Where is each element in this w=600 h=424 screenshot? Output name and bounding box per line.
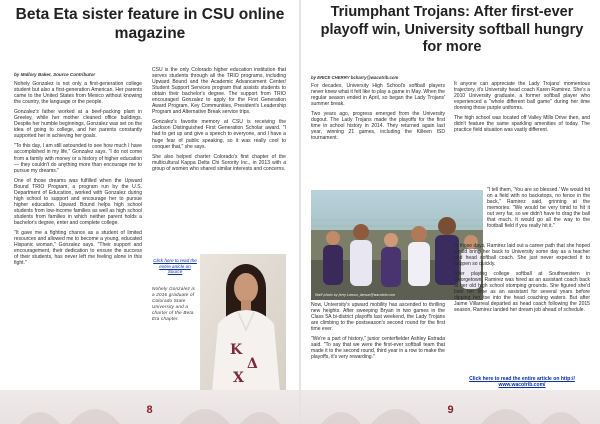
paragraph: Gonzalez's father worked at a beef-packing plant in Greeley, while her mother cleaned office buildings. Despite her humble beginnings, Gonzalez was set on the idea of going to college, and her parents constantly supported her in achieving her goals. — [14, 109, 142, 140]
photo-caption: Nohely Gonzalez is a 2016 graduate of Colorado State University and a charter of the Beta Eta chapter. — [152, 286, 196, 321]
paragraph: "To this day, I am still astounded to see how much I have accomplished in my life," Gonzalez says. "I do not come from a family with money or a history of higher education — they couldn't do anything more than encourage me to pursue my dreams." — [14, 143, 142, 174]
left-byline: by Mallory Baker, Source Contributor — [14, 72, 96, 77]
left-headline: Beta Eta sister feature in CSU online magazine — [15, 6, 285, 42]
paragraph: For decades, University High School's softball players never knew what it felt like to play a game in May. When the regular season ended in April, so began the Lady Trojans' summer break. — [311, 83, 445, 108]
right-page — [301, 0, 600, 424]
read-more-link-source[interactable]: Click here to read the entire article on Source — [153, 258, 197, 275]
left-footer-band — [0, 390, 299, 424]
right-headline: Triumphant Trojans: After first-ever playoff win, University softball hungry for more — [320, 4, 584, 56]
svg-text:X: X — [233, 370, 244, 386]
right-footer-band — [301, 390, 600, 424]
right-article-col-2-top — [454, 81, 590, 137]
read-more-link-url[interactable]: www.wacotrib.com/ — [498, 382, 546, 389]
read-more-link-text[interactable]: Click here to read the entire article on http:// — [469, 376, 575, 382]
left-article-col-1 — [14, 81, 142, 270]
paragraph: Nohely Gonzalez is not only a first-generation college student but also a first-generation American. Her parents came to the United States from Mexico without knowing the country, the language or the people. — [14, 81, 142, 106]
right-article-col-2-rest — [454, 243, 590, 318]
paragraph: The high school was located off Valley Mills Drive then, and didn't feature the same sparkling amenities of today. The practice field situation was vastly different. — [454, 115, 590, 134]
portrait-photo-image — [200, 254, 286, 392]
left-page — [0, 0, 299, 424]
paragraph: Two years ago, progress emerged from the University dugout. The Lady Trojans made the playoffs for the first time in school history in 2014. They returned again last year, winning 21 games, including the Killeen ISD tournament. — [311, 111, 445, 142]
read-more-link-wacotrib[interactable] — [454, 376, 590, 388]
paragraph: "I tell them, 'You are so blessed.' We would hit on a field with no backstops, no fence in the back," Ramirez said, grinning at the memories. "We would be very timid to hit it out very far, so we didn't have to drag the ball that much. It would go all the way to the football field if you really hit it." — [487, 187, 590, 230]
paragraph: In those days, Ramirez laid out a career path that she hoped would bring her back to University some day as a teacher and head softball coach. She just never expected it to happen so quickly. — [454, 243, 590, 268]
paragraph: "It gave me a fighting chance as a student of limited resources and allowed me to become a young, educated Hispanic woman," Gonzalez says. "Their support and encouragement, their dedication to ensure the success of their students, has never left me feeling alone in this fight." — [14, 230, 142, 267]
right-article-col-1-bottom — [311, 302, 445, 364]
paragraph: Gonzalez's favorite memory at CSU is receiving the Jackson Distinguished First Generation Scholar award. "I had to get up and give a speech to everyone, and I have a huge fear of public speaking, so it was really cool to conquer that," she says. — [152, 119, 286, 150]
paragraph: It anyone can appreciate the Lady Trojans' momentous trajectory, it's University head coach Karen Ramirez. She's a 2010 University graduate, a former softball player who experienced a "whole different ball game" during her time donning those purple uniforms. — [454, 81, 590, 112]
paragraph: One of those dreams was fulfilled when the Upward Bound TRIO Program, a program run by the U.S. Department of Education, worked with Gonzalez during high school to support and encourage her to pursue higher education. Upward Bound helps high school students from low-income families as well as high school students from families in which neither parent holds a bachelor's degree, enter and complete college. — [14, 177, 142, 226]
photo-credit: Staff photo by Jerry Larson, jlarson@wacotrib.com — [315, 293, 396, 297]
paragraph: "We're a part of history," junior centerfielder Ashley Estrada said. "To say that we were the first-ever softball team that made it to the second round, third year in a row to make the playoffs, it's very rewarding." — [311, 336, 445, 361]
paragraph: Now, University's upward mobility has ascended to thrilling new heights. After sweeping Bryan in two games in the Class 5A bi-district playoffs last weekend, the Lady Trojans are climbing to the postseason's second round for the first time ever. — [311, 302, 445, 333]
right-byline: by ERICE CHERRY bcharry@wacotrib.com — [311, 75, 399, 80]
page-number: 9 — [447, 404, 454, 416]
right-article-col-1-top — [311, 83, 445, 145]
paragraph: After playing college softball at Southwestern in Georgetown, Ramirez was hired as an assistant coach back at her old high school stomping grounds. She figured she'd bide her time as an assistant for several years before dipping her toe into the head coaching waters. But after Jaime Villarreal departed as head coach following the 2015 season, Ramirez landed her dream job ahead of schedule. — [454, 271, 590, 314]
svg-text:Δ: Δ — [247, 356, 258, 372]
paragraph: CSU is the only Colorado higher education institution that serves students through all the TRIO programs, including Upward Bound and the Academic Advancement Center/ Student Support Services program that assists students to obtain their bachelor's degree. The support from TRIO encouraged Gonzalez to apply for the First Generation Award Program, Key Communities, President's Leadership Program and Alternative Break service trips. — [152, 67, 286, 116]
left-article-col-2 — [152, 67, 286, 176]
paragraph: She also helped charter Colorado's first chapter of the multicultural Kappa Delta Chi Sorority Inc., in 2013 with a group of women who shared similar interests and concerns. — [152, 153, 286, 172]
page-number: 8 — [146, 404, 153, 416]
svg-text:K: K — [230, 342, 243, 358]
portrait-photo — [200, 254, 286, 392]
right-article-col-2-bottom — [487, 187, 590, 233]
